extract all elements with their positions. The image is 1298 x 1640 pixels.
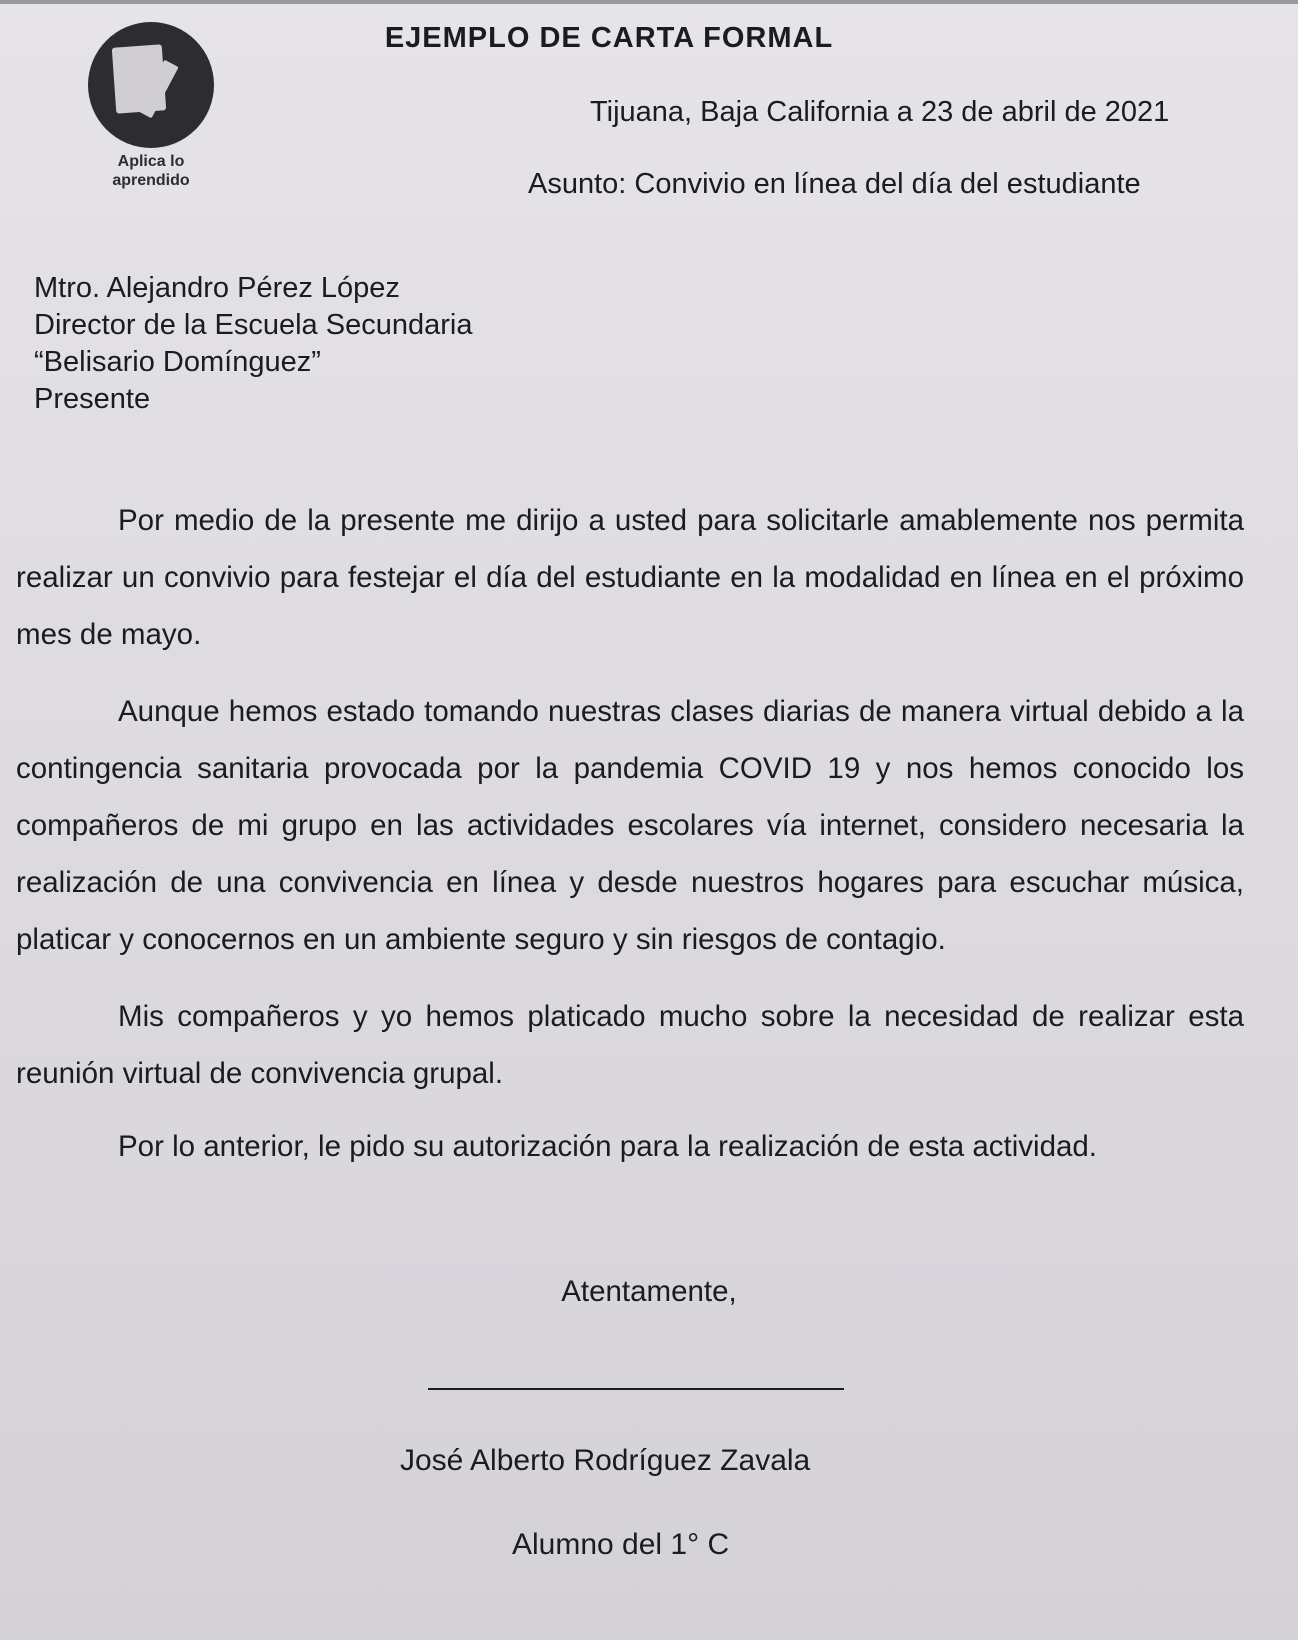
signature-line [428,1388,844,1390]
body-paragraph-1: Por medio de la presente me dirijo a usted para solicitarle amablemente nos permita realizar un convivio para festejar el día del estudiante en la modalidad en línea en el próximo mes de mayo. [16,504,1244,651]
addressee-block [34,270,472,418]
paper-top-edge [0,0,1298,4]
logo-caption [86,152,216,190]
addressee-name: Mtro. Alejandro Pérez López [34,272,400,304]
addressee-presente: Presente [34,383,151,415]
date-line: Tijuana, Baja California a 23 de abril de 2021 [590,96,1170,128]
signer-role: Alumno del 1° C [512,1528,730,1561]
logo-caption-line1: Aplica lo [117,153,185,170]
body-paragraph-4: Por lo anterior, le pido su autorización para la realización de esta actividad. [118,1130,1097,1163]
subject-line: Asunto: Convivio en línea del día del estudiante [528,168,1141,200]
body-paragraph-2: Aunque hemos estado tomando nuestras clases diarias de manera virtual debido a la contingencia sanitaria provocada por la pandemia COVID 19 y nos hemos conocido los compañeros de mi grupo en las actividades escolares vía internet, considero necesaria la realización de una convivencia en línea y desde nuestros hogares para escuchar música, platicar y conocernos en un ambiente seguro y sin riesgos de contagio. [16,695,1244,956]
addressee-school: “Belisario Domínguez” [34,346,321,378]
letter-body [16,492,1244,1191]
page-title: EJEMPLO DE CARTA FORMAL [384,22,834,54]
addressee-position: Director de la Escuela Secundaria [34,309,473,341]
logo-caption-line2: aprendido [112,172,190,189]
body-paragraph-3: Mis compañeros y yo hemos platicado mucho sobre la necesidad de realizar esta reunión virtual de convivencia grupal. [16,1000,1244,1090]
signer-name: José Alberto Rodríguez Zavala [400,1444,811,1477]
closing-salutation: Atentamente, [561,1275,737,1308]
